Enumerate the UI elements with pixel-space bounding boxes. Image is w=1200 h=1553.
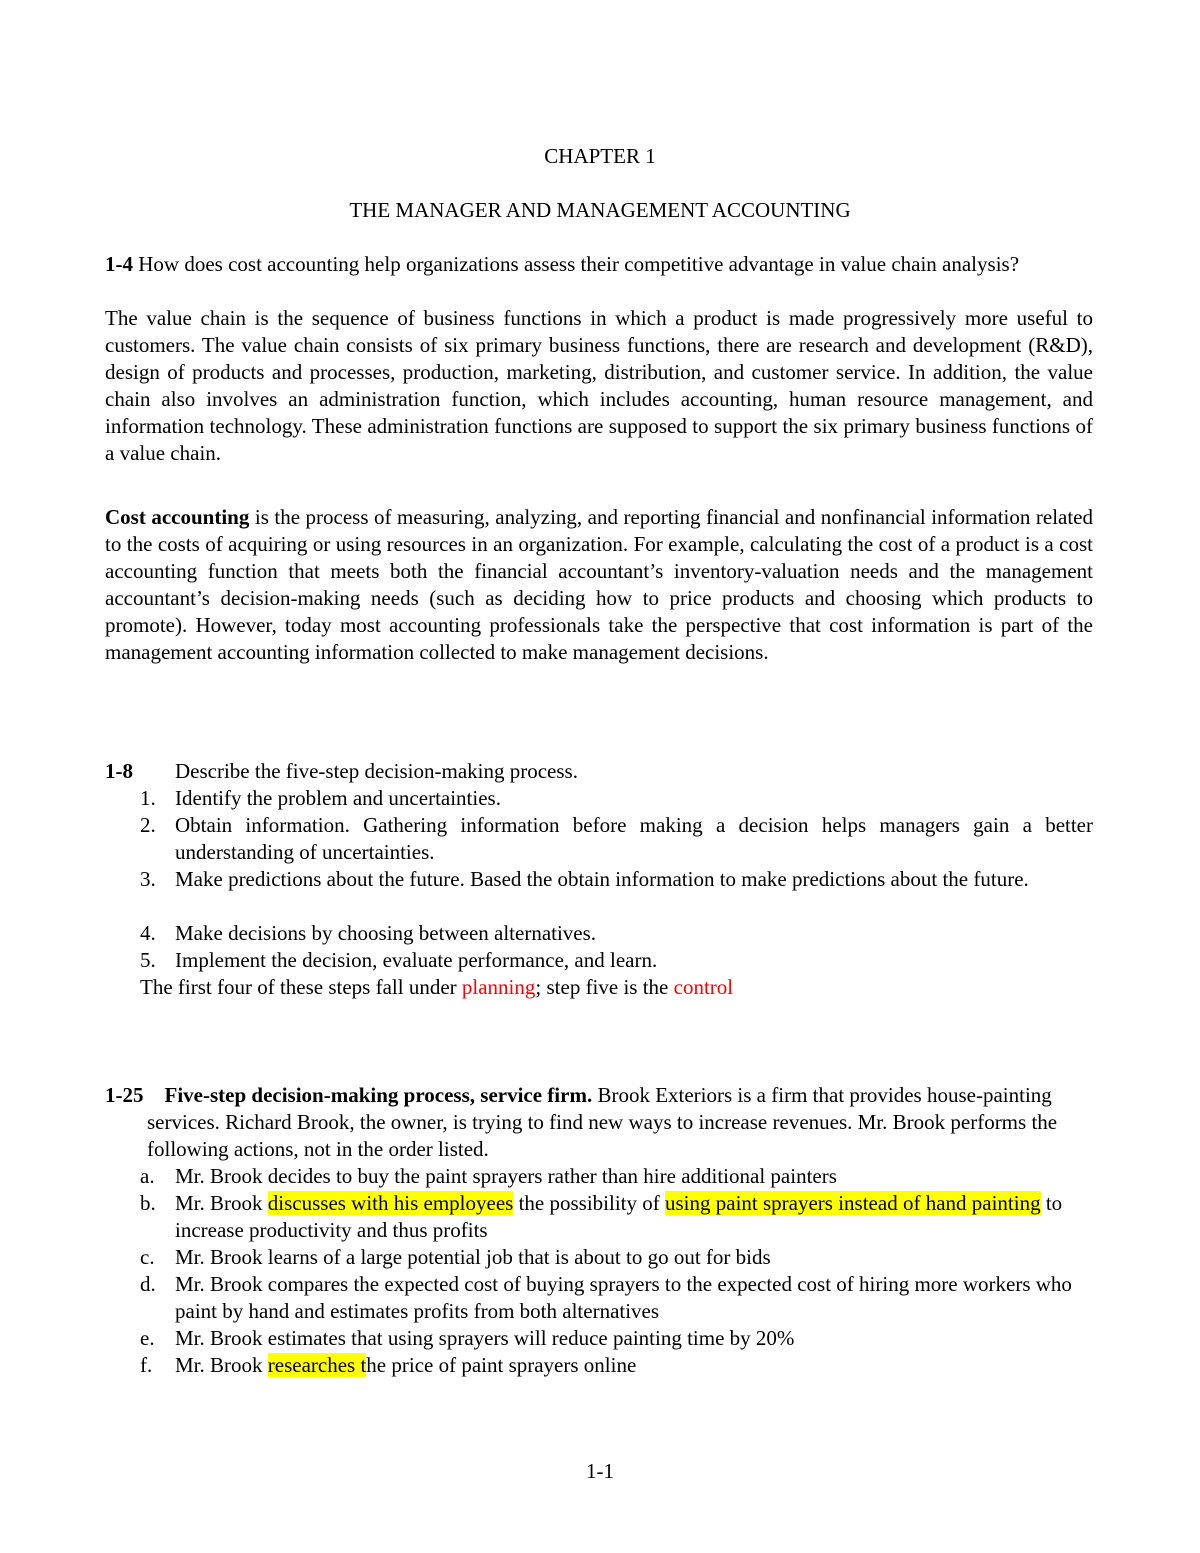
control-term: control — [673, 975, 734, 999]
list-item: 3. Make predictions about the future. Based the obtain information to make predictions about the future. — [140, 867, 1029, 891]
question-1-8 — [105, 758, 1093, 785]
steps-summary: The first four of these steps fall under planning; step five is the control — [140, 975, 734, 999]
list-item: 4. Make decisions by choosing between alternatives. — [140, 921, 597, 945]
cost-accounting-paragraph — [105, 504, 1093, 666]
cost-accounting-definition: is the process of measuring, analyzing, and reporting financial and nonfinancial information related to the costs of acquiring or using resources in an organization. For example, calculating the cost of a product is a cost accounting function that meets both the financial accountant’s inventory-valuation needs and the management accountant’s decision-making needs (such as deciding how to price products and choosing which products to promote). However, today most accounting professionals take the perspective that cost information is part of the management accounting information collected to make management decisions. — [105, 505, 1094, 664]
question-text: How does cost accounting help organizations assess their competitive advantage in value chain analysis? — [138, 252, 1020, 276]
chapter-title: THE MANAGER AND MANAGEMENT ACCOUNTING — [349, 198, 851, 222]
list-item: 5. Implement the decision, evaluate performance, and learn. — [140, 948, 658, 972]
question-intro: Brook Exteriors is a firm that provides house-painting services. Richard Brook, the owner, is trying to find new ways to increase revenues. Mr. Brook performs the following actions, not in the order listed. — [147, 1083, 1058, 1161]
list-item: 1. Identify the problem and uncertainties. — [140, 786, 501, 810]
list-item: f. Mr. Brook researches the price of paint sprayers online — [140, 1353, 637, 1377]
list-item: c. Mr. Brook learns of a large potential job that is about to go out for bids — [140, 1245, 771, 1269]
cost-accounting-term: Cost accounting — [105, 505, 250, 529]
list-item: a. Mr. Brook decides to buy the paint sprayers rather than hire additional painters — [140, 1164, 837, 1188]
question-number: 1-25 — [105, 1083, 144, 1107]
planning-term: planning — [461, 975, 536, 999]
chapter-heading: CHAPTER 1 — [544, 144, 656, 168]
value-chain-paragraph: The value chain is the sequence of business functions in which a product is made progressively more useful to customers. The value chain consists of six primary business functions, there are research and development (R&D), design of products and processes, production, marketing, distribution, and customer service. In addition, the value chain also involves an administration function, which includes accounting, human resource management, and information technology. These administration functions are supposed to support the six primary business functions of a value chain. — [105, 306, 1093, 465]
highlight: discusses with his employees — [267, 1191, 514, 1215]
question-text: Describe the five-step decision-making process. — [175, 759, 578, 783]
list-item: 2. Obtain information. Gathering information before making a decision helps managers gain a better understanding of uncertainties. — [140, 813, 1093, 864]
page-number: 1-1 — [586, 1459, 614, 1483]
list-item: e. Mr. Brook estimates that using sprayers will reduce painting time by 20% — [140, 1326, 795, 1350]
question-number: 1-8 — [105, 759, 133, 783]
question-title: Five-step decision-making process, service firm. — [164, 1083, 593, 1107]
list-item: d. Mr. Brook compares the expected cost of buying sprayers to the expected cost of hiring more workers who paint by hand and estimates profits from both alternatives — [140, 1272, 1072, 1323]
question-1-4 — [105, 251, 1093, 278]
highlight: researches t — [267, 1353, 367, 1377]
question-1-25 — [105, 1082, 1095, 1163]
question-number: 1-4 — [105, 252, 133, 276]
list-item: b. Mr. Brook discusses with his employees the possibility of using paint sprayers instead of hand painting to increase productivity and thus profits — [140, 1191, 1063, 1242]
highlight: using paint sprayers instead of hand painting — [665, 1191, 1041, 1215]
